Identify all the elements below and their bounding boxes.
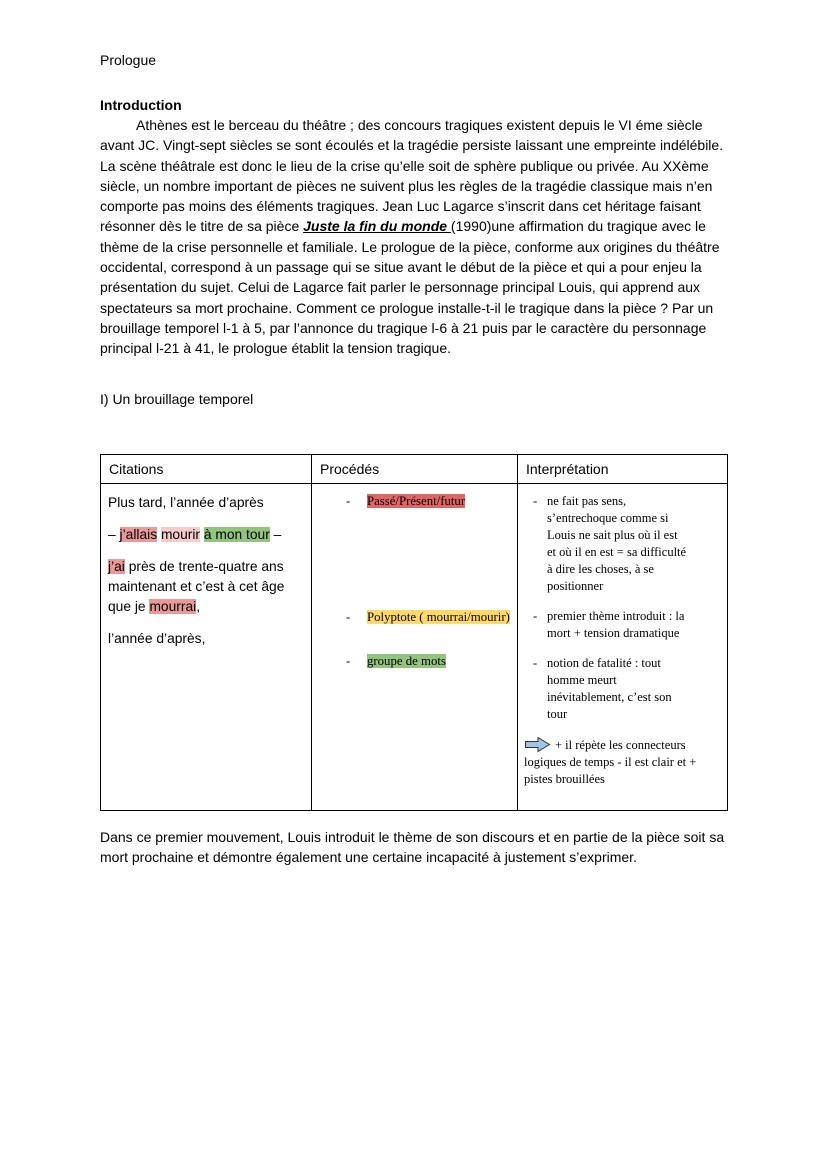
interpretation-item	[533, 655, 721, 723]
interpretation-text: premier thème introduit : la mort + tension dramatique	[547, 608, 685, 640]
citation-line: l’année d’après,	[108, 630, 206, 646]
table-body-row	[101, 484, 727, 810]
procede-item	[346, 609, 511, 625]
column-header-citations: Citations	[101, 455, 312, 484]
column-header-interpretation: Interprétation	[518, 455, 727, 484]
bullet-dash: -	[346, 653, 351, 668]
analysis-table	[100, 454, 728, 811]
procede-text: Polyptote ( mourrai/mourir)	[367, 609, 510, 624]
interpretation-cell	[518, 484, 727, 810]
column-header-procedes: Procédés	[312, 455, 518, 484]
closing-paragraph: Dans ce premier mouvement, Louis introduit le thème de son discours et en partie de la pièce soit sa mort prochaine et démontre également une certaine incapacité à justement s’exprimer.	[100, 828, 725, 865]
table-header-row	[101, 455, 727, 484]
arrow-note-text: + il répète les connecteurs logiques de temps - il est clair et + pistes brouillées	[524, 737, 697, 786]
interpretation-item	[533, 608, 721, 642]
citations-cell	[101, 484, 312, 810]
intro-heading: Introduction	[100, 97, 182, 113]
arrow-note	[524, 736, 721, 788]
section-heading: I) Un brouillage temporel	[100, 390, 254, 407]
citation-line: Plus tard, l’année d’après	[108, 494, 264, 510]
intro-paragraph: Athènes est le berceau du théâtre ; des concours tragiques existent depuis le VI éme siècle avant JC. Vingt-sept siècles se sont écoulés et la tragédie persiste laissant une empreinte indélébile. La scène théâtrale est donc le lieu de la crise qu’elle soit de sphère publique ou privée. Au XXème siècle, un nombre important de pièces ne suivent plus les règles de la tragédie classique mais n’en comporte pas moins des éléments tragiques. Jean Luc Lagarce s’inscrit dans cet héritage faisant résonner dès le titre de sa pièce Juste la fin du monde (1990)une affirmation du tragique avec le thème de la crise personnelle et familiale. Le prologue de la pièce, conforme aux origines du théâtre occidental, correspond à un passage qui se situe avant le début de la pièce et qui a pour enjeu la présentation du sujet. Celui de Lagarce fait parler le personnage principal Louis, qui apprend aux spectateurs sa mort prochaine. Comment ce prologue installe-t-il le tragique dans la pièce ? Par un brouillage temporel l-1 à 5, par l’annonce du tragique l-6 à 21 puis par le caractère du personnage principal l-21 à 41, le prologue établit la tension tragique.	[100, 117, 724, 357]
procede-item	[346, 493, 511, 509]
procede-item	[346, 653, 511, 669]
procede-text: Passé/Présent/futur	[367, 493, 466, 508]
bullet-dash: -	[346, 609, 351, 624]
right-arrow-icon	[524, 736, 551, 753]
citation-line: – j’allais mourir à mon tour –	[108, 526, 282, 542]
bullet-dash: -	[533, 493, 538, 508]
interpretation-text: notion de fatalité : tout homme meurt inévitablement, c’est son tour	[547, 655, 672, 721]
bullet-dash: -	[346, 493, 351, 508]
interpretation-text: ne fait pas sens, s’entrechoque comme si Louis ne sait plus où il est et où il en est = sa difficulté à dire les choses, à se positionner	[547, 493, 687, 593]
procede-text: groupe de mots	[367, 653, 446, 668]
interpretation-item	[533, 493, 721, 595]
bullet-dash: -	[533, 608, 538, 623]
page-title: Prologue	[100, 52, 157, 68]
bullet-dash: -	[533, 655, 538, 670]
procedes-cell	[312, 484, 518, 810]
citation-line: j’ai près de trente-quatre ans maintenant et c’est à cet âge que je mourrai,	[108, 558, 285, 614]
